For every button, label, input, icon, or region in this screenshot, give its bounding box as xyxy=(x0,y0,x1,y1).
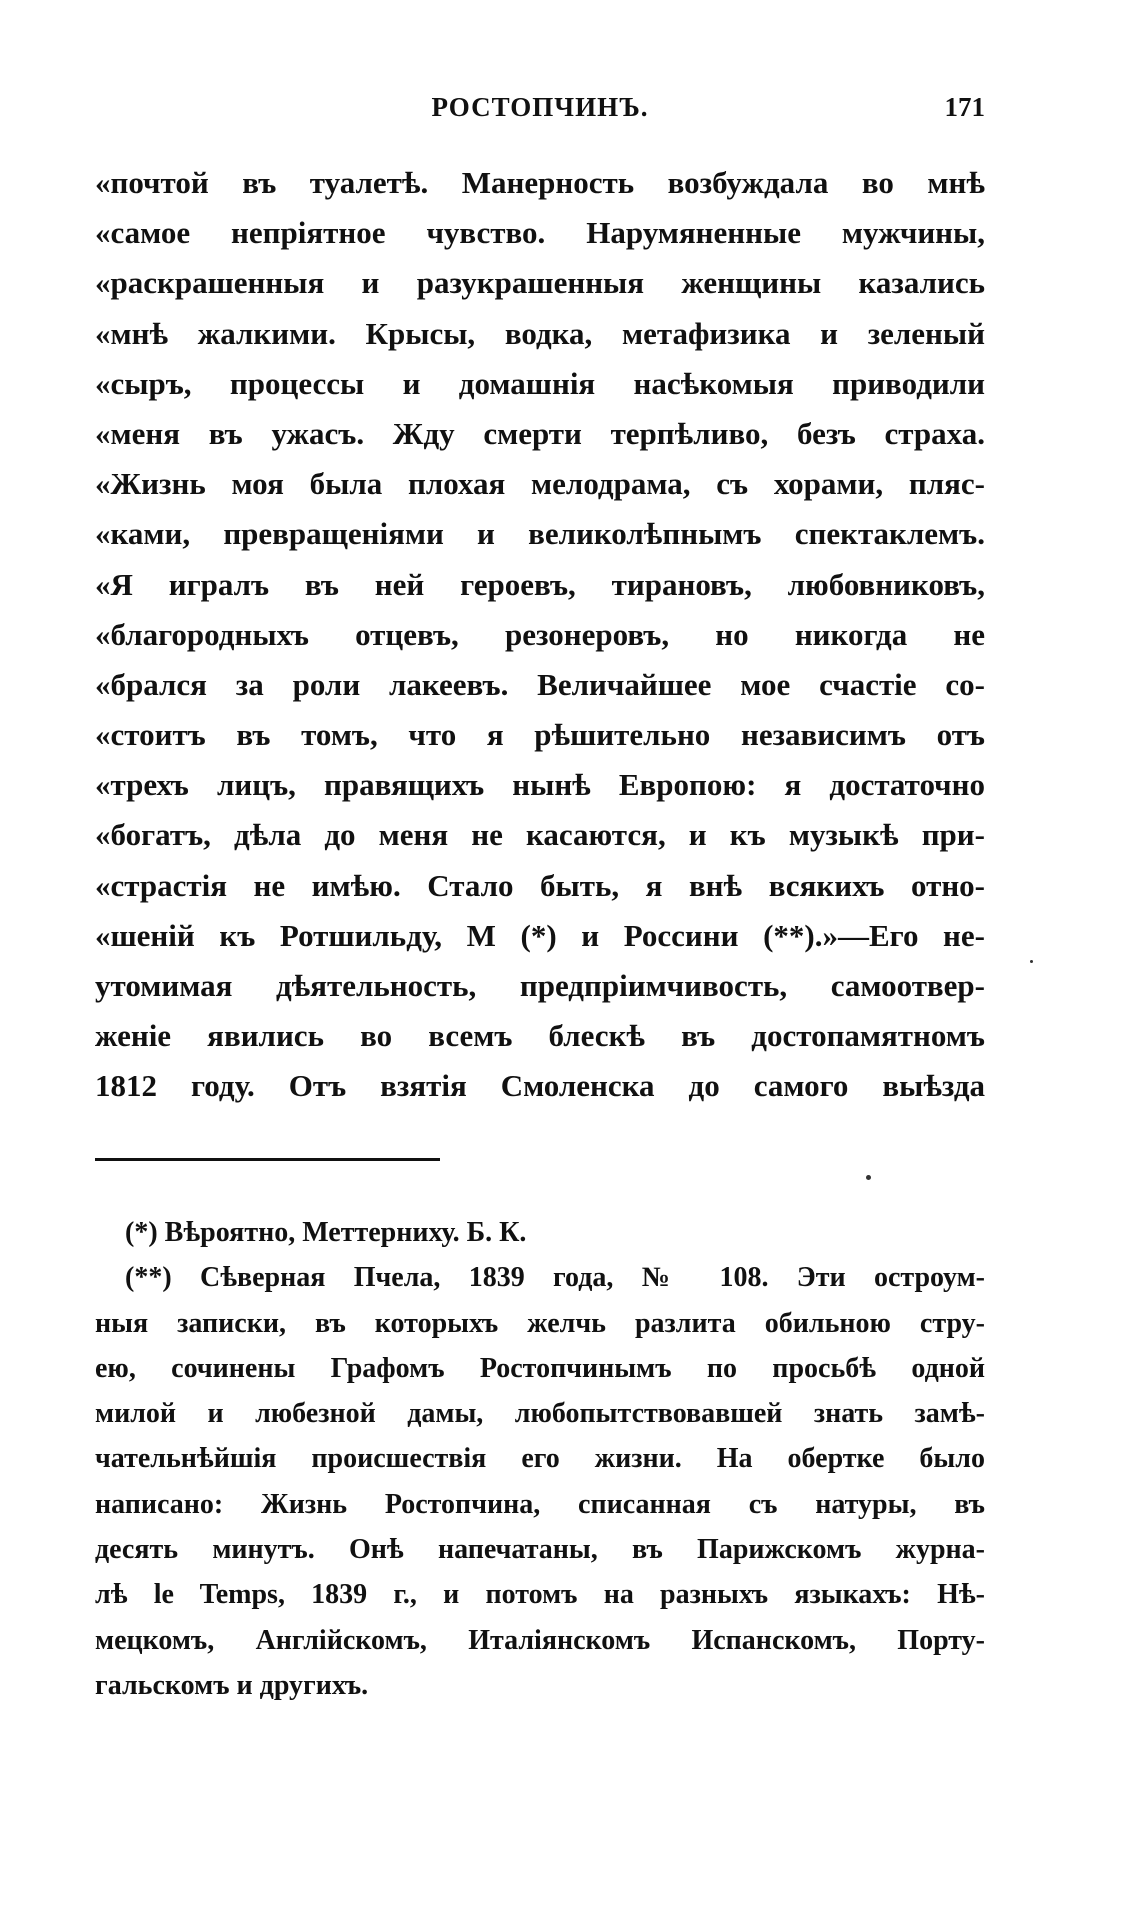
footnote-2-line: мецкомъ, Англійскомъ, Италіянскомъ Испанскомъ, Порту- xyxy=(95,1624,985,1656)
text-line: «Жизнь моя была плохая мелодрама, съ хорами, пляс- xyxy=(95,466,985,502)
text-line: «благородныхъ отцевъ, резонеровъ, но никогда не xyxy=(95,616,985,652)
text-line: 1812 году. Отъ взятія Смоленска до самого выѣзда xyxy=(95,1068,985,1104)
footnote-2-line: гальскомъ и другихъ. xyxy=(95,1669,369,1701)
text-line: «самое непріятное чувство. Нарумяненные мужчины, xyxy=(95,215,985,251)
footnote-2-line: чательнѣйшія происшествія его жизни. На обертке было xyxy=(95,1443,985,1475)
footnote-2-line: милой и любезной дамы, любопытствовавшей знать замѣ- xyxy=(95,1398,985,1430)
footnote-2-line: написано: Жизнь Ростопчина, списанная съ натуры, въ xyxy=(95,1488,985,1520)
footnote-2-line xyxy=(95,1255,985,1300)
page-number: 171 xyxy=(944,92,985,122)
footnote-text: Вѣроятно, Меттерниху. Б. К. xyxy=(164,1217,527,1248)
print-speck xyxy=(866,1175,871,1180)
text-line: «сыръ, процессы и домашнія насѣкомыя приводили xyxy=(95,365,985,401)
text-line: «трехъ лицъ, правящихъ нынѣ Европою: я достаточно xyxy=(95,767,985,803)
text-line: «богатъ, дѣла до меня не касаются, и къ музыкѣ при- xyxy=(95,817,985,853)
text-line: «шеній къ Ротшильду, М (*) и Россини (**).»—Его не- xyxy=(95,917,985,953)
footnote-mark: (**) xyxy=(125,1262,172,1294)
footnote-1 xyxy=(95,1210,985,1255)
footnote-divider xyxy=(95,1158,440,1161)
footnote-2-line: ею, сочинены Графомъ Ростопчинымъ по просьбѣ одной xyxy=(95,1352,985,1384)
footnote-text: Сѣверная Пчела, 1839 года, № 108. Эти остроум- xyxy=(199,1262,985,1294)
running-title: РОСТОПЧИНЪ. xyxy=(431,92,649,122)
text-line: «меня въ ужасъ. Жду смерти терпѣливо, безъ страха. xyxy=(95,415,985,451)
footnote-2-line: десять минутъ. Онѣ напечатаны, въ Парижскомъ журна- xyxy=(95,1534,985,1566)
footnote-2-line: лѣ le Temps, 1839 г., и потомъ на разныхъ языкахъ: Нѣ- xyxy=(95,1579,985,1611)
main-text xyxy=(95,158,985,1112)
footnote-mark: (*) xyxy=(125,1217,158,1248)
page-header xyxy=(95,92,985,132)
text-line: «раскрашенныя и разукрашенныя женщины казались xyxy=(95,265,985,301)
text-line: женіе явились во всемъ блескѣ въ достопамятномъ xyxy=(95,1018,985,1054)
text-line: «страстія не имѣю. Стало быть, я внѣ всякихъ отно- xyxy=(95,867,985,903)
text-line: «брался за роли лакеевъ. Величайшее мое счастіе со- xyxy=(95,666,985,702)
text-line: «стоитъ въ томъ, что я рѣшительно независимъ отъ xyxy=(95,717,985,753)
print-speck xyxy=(1030,960,1033,963)
text-line: «Я игралъ въ ней героевъ, тирановъ, любовниковъ, xyxy=(95,566,985,602)
footnotes xyxy=(95,1210,985,1708)
text-line: «ками, превращеніями и великолѣпнымъ спектаклемъ. xyxy=(95,516,985,552)
footnote-2-line: ныя записки, въ которыхъ желчь разлита обильною стру- xyxy=(95,1307,985,1339)
text-line: «мнѣ жалкими. Крысы, водка, метафизика и зеленый xyxy=(95,315,985,351)
text-line: «почтой въ туалетѣ. Манерность возбуждала во мнѣ xyxy=(95,165,985,200)
text-line: утомимая дѣятельность, предпріимчивость, самоотвер- xyxy=(95,968,985,1003)
